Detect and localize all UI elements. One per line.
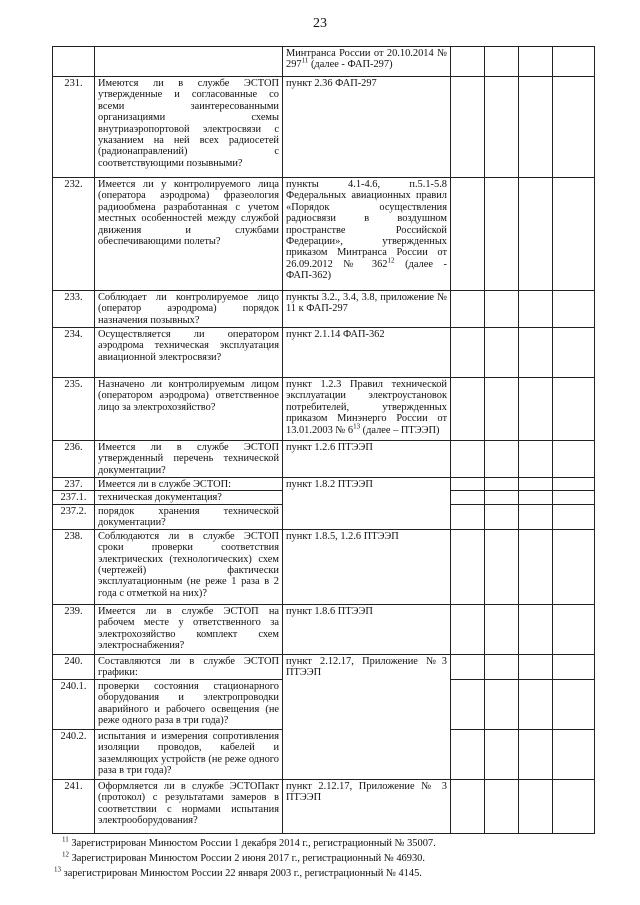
- answer-no-cell[interactable]: [485, 178, 519, 291]
- answer-yes-cell[interactable]: [451, 47, 485, 77]
- answer-yes-cell[interactable]: [451, 478, 485, 491]
- answer-no-cell[interactable]: [485, 328, 519, 378]
- row-number: 239.: [53, 604, 95, 654]
- note-cell[interactable]: [553, 178, 595, 291]
- answer-na-cell[interactable]: [519, 779, 553, 833]
- answer-na-cell[interactable]: [519, 604, 553, 654]
- footnote-13: $^{13}$ зарегистрирован Минюстом России 22 января 2003 г., регистрационный № 4145.: [54, 865, 422, 879]
- note-cell[interactable]: [553, 779, 595, 833]
- answer-no-cell[interactable]: [485, 779, 519, 833]
- table-row: [53, 328, 595, 378]
- row-number: [53, 47, 95, 77]
- row-number: 237.: [53, 478, 95, 491]
- reference-cell: пункт 2.36 ФАП-297: [283, 77, 451, 178]
- answer-na-cell[interactable]: [519, 679, 553, 729]
- answer-na-cell[interactable]: [519, 178, 553, 291]
- answer-yes-cell[interactable]: [451, 504, 485, 529]
- table-row: [53, 604, 595, 654]
- note-cell[interactable]: [553, 47, 595, 77]
- question-cell: Осуществляется ли оператором аэродрома техническая эксплуатация авиационной электросвязи?: [95, 328, 283, 378]
- answer-na-cell[interactable]: [519, 378, 553, 441]
- answer-no-cell[interactable]: [485, 478, 519, 491]
- footnote-11: $^{11}$ Зарегистрирован Минюстом России 1 декабря 2014 г., регистрационный № 35007.: [62, 835, 436, 849]
- note-cell[interactable]: [553, 679, 595, 729]
- table-row: [53, 77, 595, 178]
- question-cell: Имеется ли у контролируемого лица (оператора аэродрома) фразеология радиообмена разработанная с учетом местных особенностей между службой движения и службами обеспечивающими полеты?: [95, 178, 283, 291]
- answer-yes-cell[interactable]: [451, 77, 485, 178]
- table-row: [53, 441, 595, 478]
- answer-no-cell[interactable]: [485, 654, 519, 679]
- row-number: 233.: [53, 291, 95, 328]
- row-number: 235.: [53, 378, 95, 441]
- question-cell: порядок хранения технической документации?: [95, 504, 283, 529]
- answer-yes-cell[interactable]: [451, 328, 485, 378]
- answer-na-cell[interactable]: [519, 291, 553, 328]
- answer-yes-cell[interactable]: [451, 654, 485, 679]
- note-cell[interactable]: [553, 478, 595, 491]
- row-number: 237.1.: [53, 491, 95, 504]
- note-cell[interactable]: [553, 378, 595, 441]
- answer-na-cell[interactable]: [519, 504, 553, 529]
- row-number: 237.2.: [53, 504, 95, 529]
- reference-cell: пункт 1.8.2 ПТЭЭП: [283, 478, 451, 530]
- question-cell: техническая документация?: [95, 491, 283, 504]
- note-cell[interactable]: [553, 77, 595, 178]
- answer-na-cell[interactable]: [519, 529, 553, 604]
- question-cell: [95, 47, 283, 77]
- answer-no-cell[interactable]: [485, 291, 519, 328]
- table-row: [53, 654, 595, 679]
- table-row: [53, 529, 595, 604]
- answer-yes-cell[interactable]: [451, 491, 485, 504]
- answer-yes-cell[interactable]: [451, 291, 485, 328]
- reference-cell: Минтранса России от 20.10.2014 № $297^{11}$ (далее - ФАП-297): [283, 47, 451, 77]
- table-row: [53, 378, 595, 441]
- footnote-12: $^{12}$ Зарегистрирован Минюстом России 2 июня 2017 г., регистрационный № 46930.: [62, 850, 425, 864]
- footnote-mark: 13: [353, 422, 361, 431]
- reference-cell: пункт 2.1.14 ФАП-362: [283, 328, 451, 378]
- row-number: 236.: [53, 441, 95, 478]
- reference-cell: пункты 4.1-4.6, п.5.1-5.8 Федеральных авиационных правил «Порядок осуществления радиосвязи в воздушном пространстве Российской Федерации», утвержденных приказом Минтранса России от 26.09.2012 № $362^{12}$ (далее - ФАП-362): [283, 178, 451, 291]
- note-cell[interactable]: [553, 729, 595, 779]
- reference-cell: пункты 3.2., 3.4, 3.8, приложение № 11 к ФАП-297: [283, 291, 451, 328]
- row-number: 240.1.: [53, 679, 95, 729]
- row-number: 240.2.: [53, 729, 95, 779]
- row-number: 241.: [53, 779, 95, 833]
- answer-yes-cell[interactable]: [451, 679, 485, 729]
- footnote-separator: [60, 833, 230, 834]
- question-cell: Назначено ли контролируемым лицом (оператором аэродрома) ответственное лицо за электрохозяйство?: [95, 378, 283, 441]
- answer-yes-cell[interactable]: [451, 529, 485, 604]
- answer-no-cell[interactable]: [485, 378, 519, 441]
- answer-yes-cell[interactable]: [451, 604, 485, 654]
- reference-cell: пункт 2.12.17, Приложение № 3 ПТЭЭП: [283, 779, 451, 833]
- note-cell[interactable]: [553, 441, 595, 478]
- reference-cell: пункт 1.2.6 ПТЭЭП: [283, 441, 451, 478]
- answer-yes-cell[interactable]: [451, 729, 485, 779]
- answer-na-cell[interactable]: [519, 491, 553, 504]
- answer-no-cell[interactable]: [485, 491, 519, 504]
- row-number: 234.: [53, 328, 95, 378]
- row-number: 232.: [53, 178, 95, 291]
- answer-na-cell[interactable]: [519, 729, 553, 779]
- footnote-mark: 12: [387, 256, 395, 265]
- answer-no-cell[interactable]: [485, 729, 519, 779]
- row-number: 238.: [53, 529, 95, 604]
- answer-no-cell[interactable]: [485, 47, 519, 77]
- answer-yes-cell[interactable]: [451, 441, 485, 478]
- note-cell[interactable]: [553, 654, 595, 679]
- answer-na-cell[interactable]: [519, 654, 553, 679]
- question-cell: Оформляется ли в службе ЭСТОПакт (протокол) с результатами замеров в соответствии с нормами испытания электрооборудования?: [95, 779, 283, 833]
- answer-no-cell[interactable]: [485, 77, 519, 178]
- note-cell[interactable]: [553, 529, 595, 604]
- answer-na-cell[interactable]: [519, 441, 553, 478]
- reference-cell: пункт 1.8.6 ПТЭЭП: [283, 604, 451, 654]
- row-number: 231.: [53, 77, 95, 178]
- answer-no-cell[interactable]: [485, 679, 519, 729]
- question-cell: Составляются ли в службе ЭСТОП графики:: [95, 654, 283, 679]
- checklist-table: [52, 46, 595, 834]
- footnote-mark: 11: [301, 56, 309, 65]
- question-cell: Имеются ли в службе ЭСТОП утвержденные и согласованные со всеми заинтересованными организациями схемы внутриаэропортовой электросвязи с указанием на ней всех радиосетей (радионаправлений) с соответствующими позывными?: [95, 77, 283, 178]
- answer-no-cell[interactable]: [485, 529, 519, 604]
- question-cell: Соблюдает ли контролируемое лицо (оператор аэродрома) порядок назначения позывных?: [95, 291, 283, 328]
- answer-yes-cell[interactable]: [451, 779, 485, 833]
- table-row: [53, 291, 595, 328]
- answer-na-cell[interactable]: [519, 77, 553, 178]
- answer-yes-cell[interactable]: [451, 378, 485, 441]
- answer-na-cell[interactable]: [519, 328, 553, 378]
- page-number: 23: [313, 16, 327, 31]
- answer-no-cell[interactable]: [485, 441, 519, 478]
- question-cell: Соблюдаются ли в службе ЭСТОП сроки проверки соответствия электрических (технологических) схем (чертежей) фактически эксплуатационным (не реже 1 раза в 2 года с отметкой на них)?: [95, 529, 283, 604]
- answer-yes-cell[interactable]: [451, 178, 485, 291]
- table-row: [53, 779, 595, 833]
- reference-cell: пункт 1.8.5, 1.2.6 ПТЭЭП: [283, 529, 451, 604]
- note-cell[interactable]: [553, 504, 595, 529]
- question-cell: Имеется ли в службе ЭСТОП на рабочем месте у ответственного за электрохозяйство комплект схем электроснабжения?: [95, 604, 283, 654]
- table-row: [53, 47, 595, 77]
- question-cell: проверки состояния стационарного оборудования и электропроводки аварийного и рабочего освещения (не реже одного раза в три года)?: [95, 679, 283, 729]
- note-cell[interactable]: [553, 491, 595, 504]
- answer-na-cell[interactable]: [519, 47, 553, 77]
- table-row: [53, 478, 595, 491]
- reference-cell: пункт 2.12.17, Приложение №3 ПТЭЭП: [283, 654, 451, 779]
- question-cell: Имеется ли в службе ЭСТОП утвержденный перечень технической документации?: [95, 441, 283, 478]
- answer-no-cell[interactable]: [485, 604, 519, 654]
- answer-no-cell[interactable]: [485, 504, 519, 529]
- note-cell[interactable]: [553, 604, 595, 654]
- reference-cell: пункт 1.2.3 Правил технической эксплуатации электроустановок потребителей, утвержденных приказом Минэнерго России от 13.01.2003 № $6^{13}$ (далее – ПТЭЭП): [283, 378, 451, 441]
- row-number: 240.: [53, 654, 95, 679]
- note-cell[interactable]: [553, 291, 595, 328]
- note-cell[interactable]: [553, 328, 595, 378]
- table-row: [53, 178, 595, 291]
- answer-na-cell[interactable]: [519, 478, 553, 491]
- question-cell: испытания и измерения сопротивления изоляции проводов, кабелей и заземляющих устройств (не реже одного раза в три года)?: [95, 729, 283, 779]
- question-cell: Имеется ли в службе ЭСТОП:: [95, 478, 283, 491]
